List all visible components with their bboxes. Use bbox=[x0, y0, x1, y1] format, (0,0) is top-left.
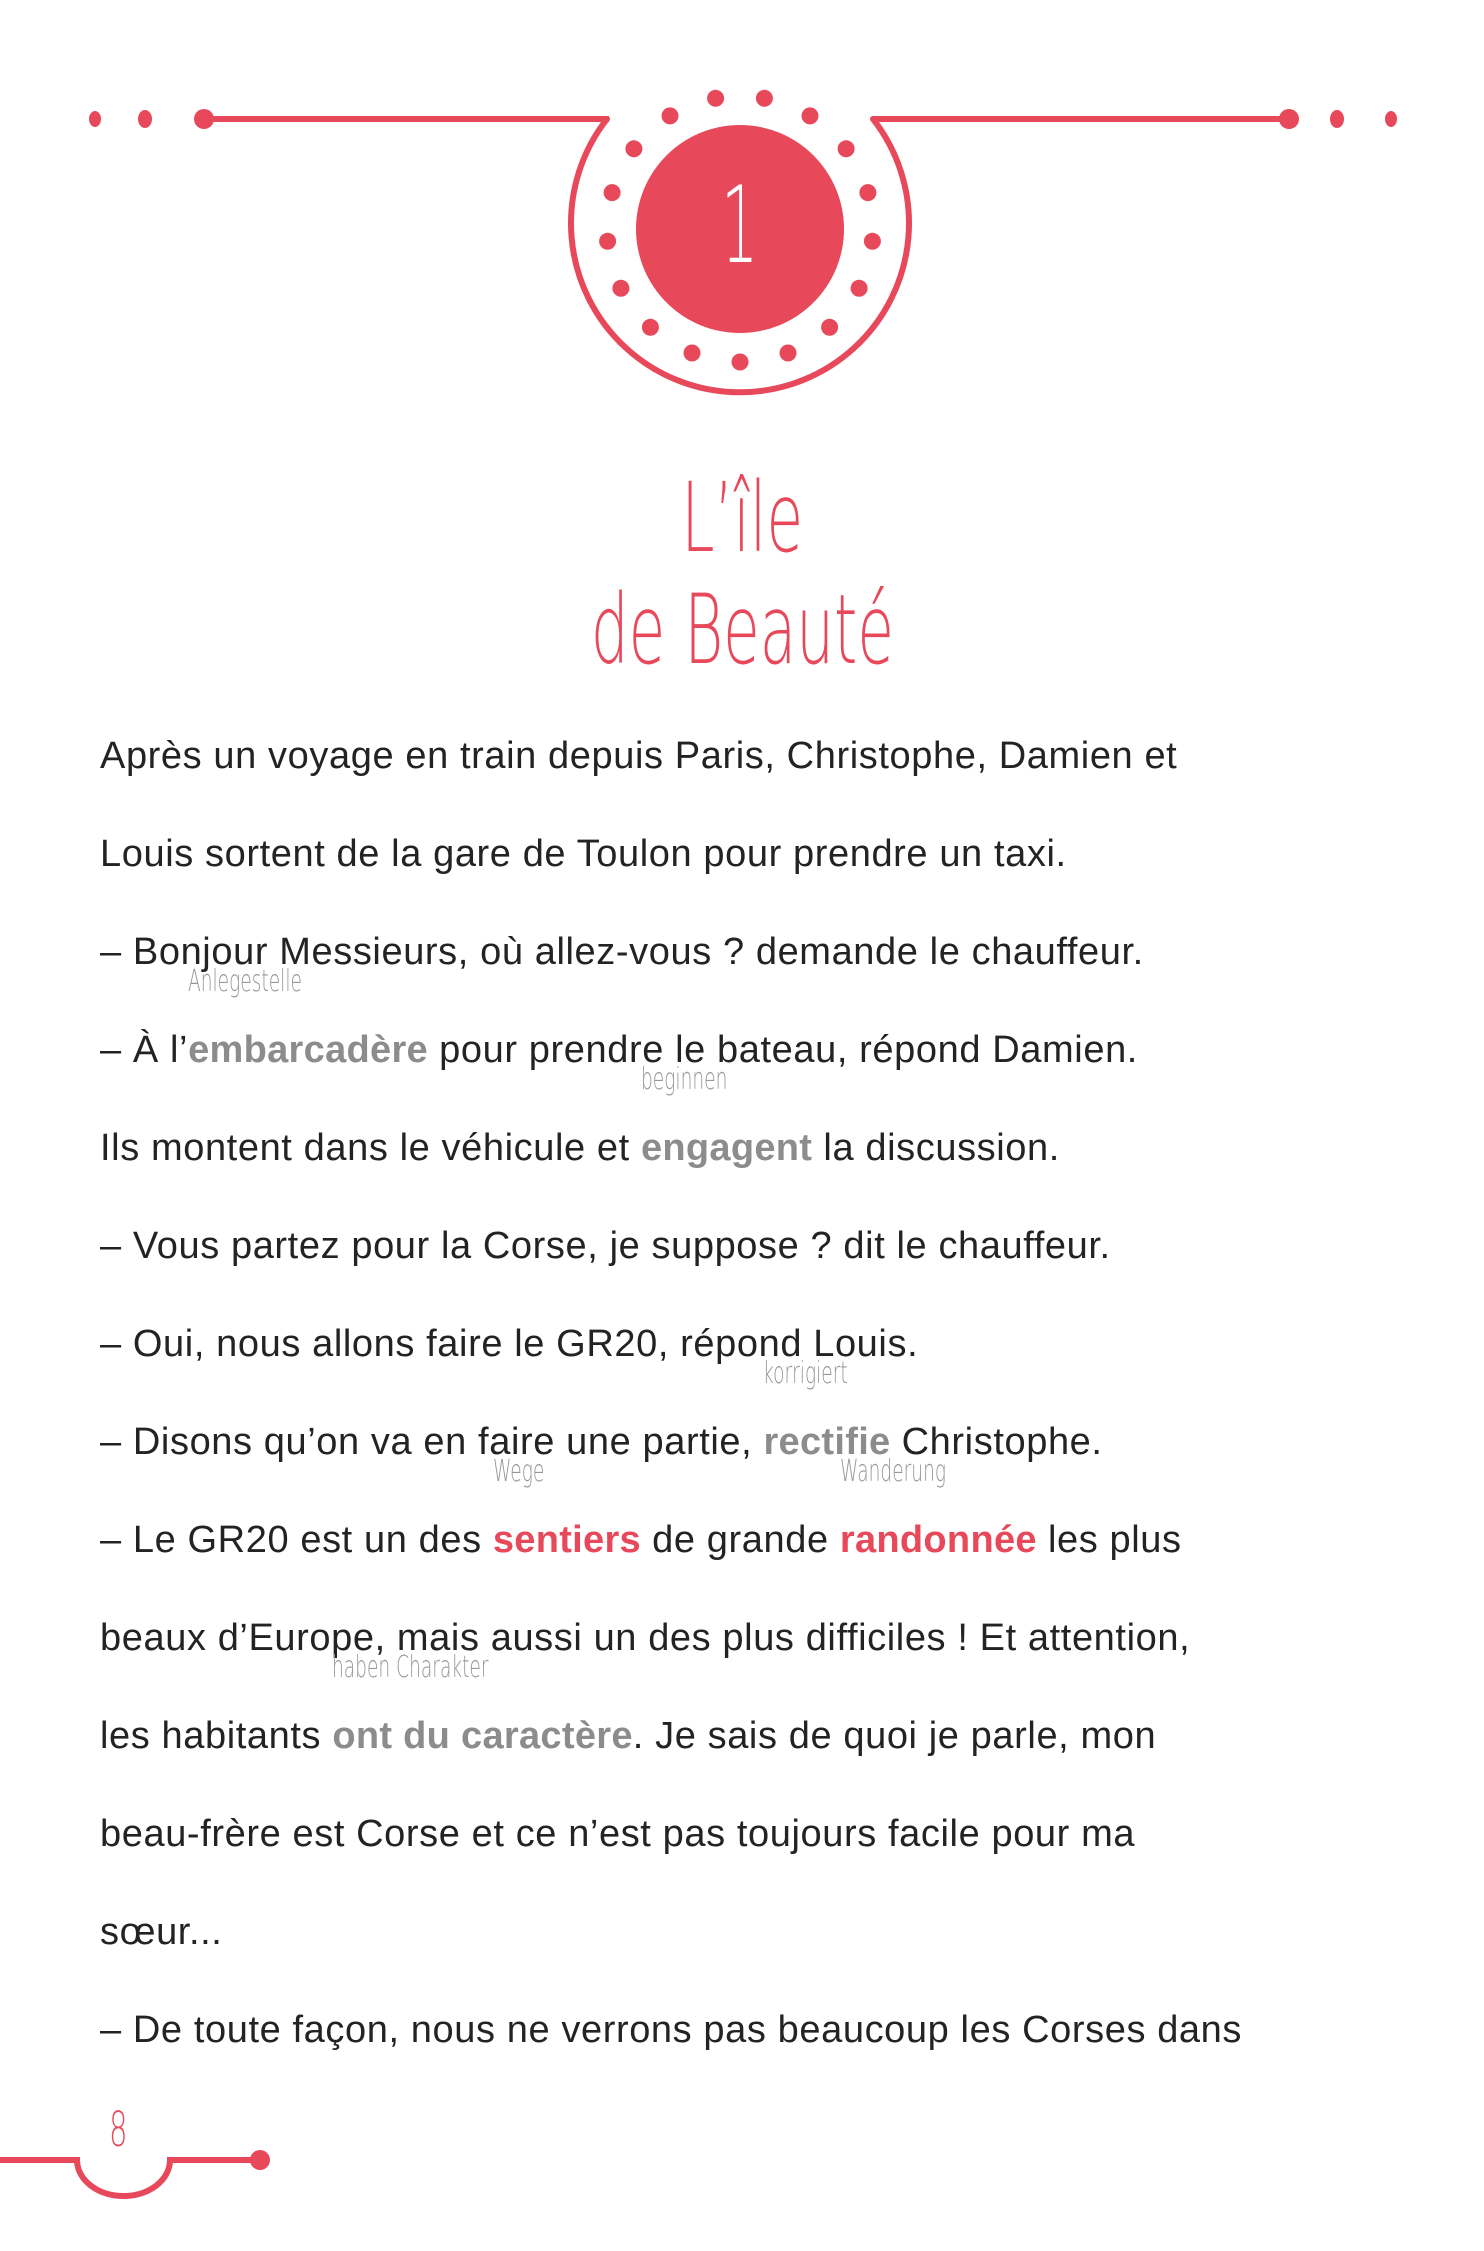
text-segment: les plus bbox=[1036, 1519, 1182, 1561]
header-left-dots bbox=[89, 109, 214, 129]
vocabulary-gloss bbox=[188, 964, 428, 1099]
vocabulary-gloss bbox=[640, 1062, 813, 1197]
footer-rule-line bbox=[0, 2160, 256, 2196]
text-segment: – De toute façon, nous ne verrons pas beaucoup les Corses dans bbox=[100, 2009, 1243, 2051]
text-line bbox=[100, 1650, 1424, 1785]
text-segment: – Oui, nous allons faire le GR20, répond Louis. bbox=[100, 1323, 919, 1365]
translation-annotation: haben Charakter bbox=[332, 1650, 489, 1685]
chapter-title-line-2: de Beauté bbox=[590, 574, 894, 686]
badge-ring-dot bbox=[802, 107, 819, 124]
text-segment: les habitants bbox=[100, 1715, 333, 1757]
badge-ring-dot bbox=[756, 90, 773, 107]
badge-ring-dot bbox=[851, 280, 868, 297]
vocabulary-word: ont du caractère bbox=[332, 1715, 633, 1757]
badge-ring-dot bbox=[599, 233, 616, 250]
text-segment: – À l’ bbox=[100, 1029, 189, 1071]
text-line bbox=[100, 1589, 1424, 1687]
text-segment: – Vous partez pour la Corse, je suppose ? dit le chauffeur. bbox=[100, 1225, 1111, 1267]
vocabulary-word: rectifie bbox=[763, 1421, 891, 1463]
badge-ring-dot bbox=[662, 107, 679, 124]
text-line bbox=[100, 805, 1424, 903]
vocabulary-word: embarcadère bbox=[188, 1029, 428, 1071]
text-line bbox=[100, 1454, 1424, 1589]
badge-ring-dot bbox=[859, 184, 876, 201]
page-number: 8 bbox=[109, 2102, 128, 2158]
badge-ring-dot bbox=[732, 354, 749, 371]
translation-annotation: korrigiert bbox=[763, 1356, 849, 1391]
translation-annotation: Wanderung bbox=[839, 1454, 946, 1489]
header-right-dots bbox=[1279, 109, 1397, 129]
text-line bbox=[100, 1883, 1424, 1981]
badge-ring-dot bbox=[604, 184, 621, 201]
badge-ring-dot bbox=[642, 319, 659, 336]
text-segment: Christophe. bbox=[890, 1421, 1103, 1463]
chapter-title-line-1: L’île bbox=[681, 462, 803, 574]
text-line bbox=[100, 1356, 1424, 1491]
text-line bbox=[100, 1295, 1424, 1393]
badge-ring-dot bbox=[821, 319, 838, 336]
vocabulary-word: sentiers bbox=[492, 1519, 641, 1561]
text-segment: de grande bbox=[641, 1519, 840, 1561]
badge-ring-dot bbox=[838, 140, 855, 157]
story-text bbox=[100, 707, 1424, 2079]
text-segment: beau-frère est Corse et ce n’est pas toujours facile pour ma bbox=[100, 1813, 1136, 1855]
translation-annotation: Wege bbox=[492, 1454, 545, 1489]
footer-rule bbox=[0, 2125, 300, 2215]
translation-annotation: beginnen bbox=[640, 1062, 728, 1097]
text-segment: la discussion. bbox=[812, 1127, 1060, 1169]
text-segment: Ils montent dans le véhicule et bbox=[100, 1127, 641, 1169]
badge-ring-dot bbox=[780, 345, 797, 362]
vocabulary-gloss bbox=[839, 1454, 1037, 1589]
text-line bbox=[100, 1785, 1424, 1883]
text-line bbox=[100, 1062, 1424, 1197]
footer-rule-end-dot bbox=[250, 2150, 270, 2170]
chapter-number: 1 bbox=[721, 164, 759, 287]
text-segment: – Bonjour Messieurs, où allez-vous ? demande le chauffeur. bbox=[100, 931, 1144, 973]
text-line bbox=[100, 707, 1424, 805]
text-segment: pour prendre le bateau, répond Damien. bbox=[428, 1029, 1138, 1071]
badge-ring-dot bbox=[625, 140, 642, 157]
vocabulary-gloss bbox=[332, 1650, 633, 1785]
vocabulary-word: engagent bbox=[640, 1127, 813, 1169]
badge-ring-dot bbox=[612, 280, 629, 297]
text-line bbox=[100, 1981, 1424, 2079]
translation-annotation: Anlegestelle bbox=[188, 964, 303, 999]
text-segment: Après un voyage en train depuis Paris, Christophe, Damien et bbox=[100, 735, 1178, 777]
text-segment: sœur... bbox=[100, 1911, 223, 1953]
vocabulary-word: randonnée bbox=[839, 1519, 1037, 1561]
badge-ring-dot bbox=[864, 233, 881, 250]
chapter-title bbox=[0, 462, 1484, 686]
text-segment: – Le GR20 est un des bbox=[100, 1519, 493, 1561]
text-line bbox=[100, 1197, 1424, 1295]
text-segment: – Disons qu’on va en faire une partie, bbox=[100, 1421, 764, 1463]
badge-ring-dot bbox=[707, 90, 724, 107]
text-segment: beaux d’Europe, mais aussi un des plus difficiles ! Et attention, bbox=[100, 1617, 1191, 1659]
text-segment: . Je sais de quoi je parle, mon bbox=[632, 1715, 1157, 1757]
vocabulary-gloss bbox=[492, 1454, 641, 1589]
badge-ring-dot bbox=[684, 345, 701, 362]
text-segment: Louis sortent de la gare de Toulon pour prendre un taxi. bbox=[100, 833, 1067, 875]
